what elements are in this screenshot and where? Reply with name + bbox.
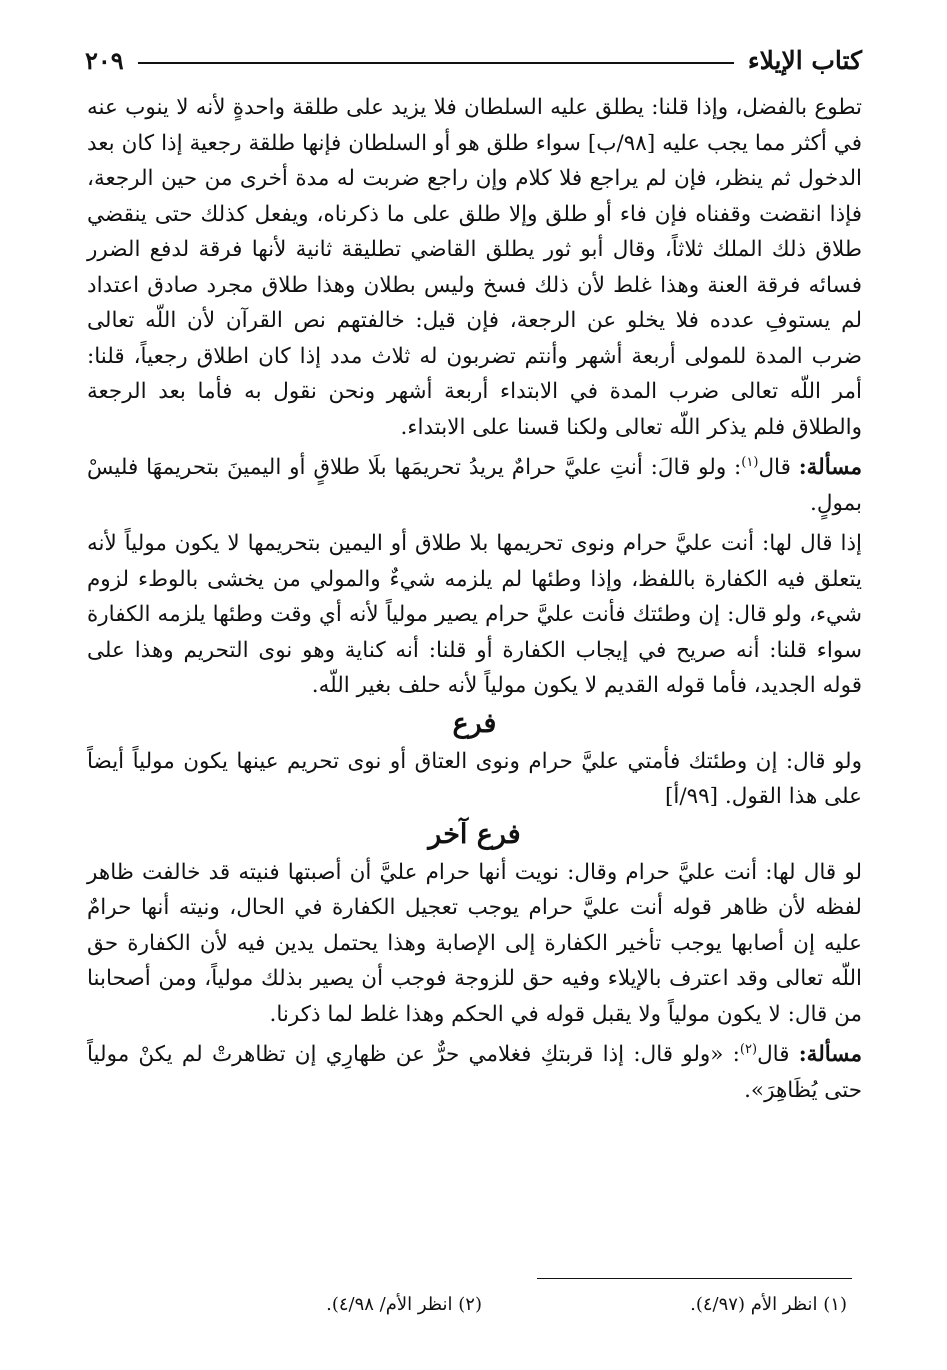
masala-text-b: : ولو قالَ: أنتِ عليَّ حرامٌ يريدُ تحريمَها بلَا طلاقٍ أو اليمينَ بتحريمهَا فليسْ بمولٍ. [87, 455, 862, 516]
section-heading-far-akhar: فرع آخر [428, 818, 521, 850]
footnote-2: (٢) انظر الأم/ ٤/٩٨). [326, 1294, 482, 1315]
paragraph-4: ولو قال: إن وطئتك فأمتي عليَّ حرام ونوى العتاق أو نوى تحريم عينها يكون مولياً أيضاً على هذا القول. [٩٩/أ] [87, 748, 862, 809]
masala-text-a: قال [758, 455, 799, 480]
main-text [87, 90, 862, 1108]
footnote-ref-1: (١) [741, 454, 759, 470]
masala-label: مسألة: [798, 1042, 862, 1067]
chapter-title: كتاب الإيلاء [747, 45, 862, 75]
page-number: ٢٠٩ [85, 45, 124, 75]
paragraph-5: لو قال لها: أنت عليَّ حرام وقال: نويت أنها حرام عليَّ أن أصبتها فنيته قد خالفت ظاهر لفظه لأن ظاهر قوله أنت عليَّ حرام يوجب تعجيل الكفارة في الحال، ونيته أنها حرامٌ عليه إن أصابها يوجب تأخير الكفارة إلى الإصابة وهذا يحتمل يدين فيه لأن الكفارة حق اللّه تعالى وقد اعترف بالإيلاء وفيه حق للزوجة فوجب أن يصير بذلك مولياً، ومن أصحابنا من قال: لا يكون مولياً ولا يقبل قوله في الحكم وهذا غلط لما ذكرنا. [87, 859, 862, 1027]
paragraph-3: إذا قال لها: أنت عليَّ حرام ونوى تحريمها بلا طلاق أو اليمين بتحريمها لا يكون مولياً لأنه يتعلق فيه الكفارة باللفظ، وإذا وطئها لم يلزمه شيءٌ والمولي من يخشى بالوطء لزوم شيء، ولو قال: إن وطئتك فأنت عليَّ حرام يصير مولياً لأنه أي وقت وطئها يلزمه الكفارة سواء قلنا: أنه صريح في إيجاب الكفارة أو قلنا: أنه كناية وهو نوى التحريم وهذا على قوله الجديد، فأما قوله القديم لا يكون مولياً لأنه حلف بغير اللّه. [87, 531, 862, 698]
footnote-rule [537, 1278, 852, 1279]
masala-text-b: : «ولو قال: إذا قربتكِ فغلامي حرٌّ عن ظهارِي إن تظاهرتْ لم يكنْ مولياً حتى يُظَاهِرَ». [87, 1042, 862, 1103]
footnote-1: (١) انظر الأم (٤/٩٧). [690, 1294, 847, 1315]
section-heading-far: فرع [452, 707, 497, 739]
running-header [85, 40, 862, 80]
paragraph-masala-2 [87, 1037, 862, 1108]
footnotes [147, 1294, 847, 1324]
paragraph-masala-1 [87, 450, 862, 521]
paragraph-1: تطوع بالفضل، وإذا قلنا: يطلق عليه السلطان فلا يزيد على طلقة واحدةٍ لأنه لا ينوب عنه في أكثر مما يجب عليه [٩٨/ب] سواء طلق هو أو السلطان فإنها طلقة رجعية إذا كان بعد الدخول ثم ينظر، فإن لم يراجع فلا كلام وإن راجع ضربت له مدة أخرى من حين الرجعة، فإذا انقضت وقفناه فإن فاء أو طلق وإلا طلق على ما ذكرناه، ويفعل كذلك حتى ينقضي طلاق ذلك الملك ثلاثاً، وقال أبو ثور يطلق القاضي تطليقة ثانية لأنها فرقة لدفع الضرر فسائه فرقة العنة وهذا غلط لأن ذلك فسخ وليس بطلان وهذا طلاق مجرد صادق اعتداد لم يستوفِ عدده فلا يخلو عن الرجعة، فإن قيل: خالفتهم نص القرآن لأن اللّه تعالى ضرب المدة للمولى أربعة أشهر وأنتم تضربون له ثلاث مدد إذا كان اطلاق رجعياً، قلنا: أمر اللّه تعالى ضرب المدة في الابتداء أربعة أشهر ونحن نقول به فأما بعد الرجعة والطلاق فلم يذكر اللّه تعالى ولكنا قسنا على الابتداء. [87, 95, 863, 440]
masala-text-a: قال [757, 1042, 799, 1067]
header-rule [138, 62, 734, 64]
footnote-ref-2: (٢) [739, 1041, 758, 1057]
masala-label: مسألة: [798, 455, 862, 480]
